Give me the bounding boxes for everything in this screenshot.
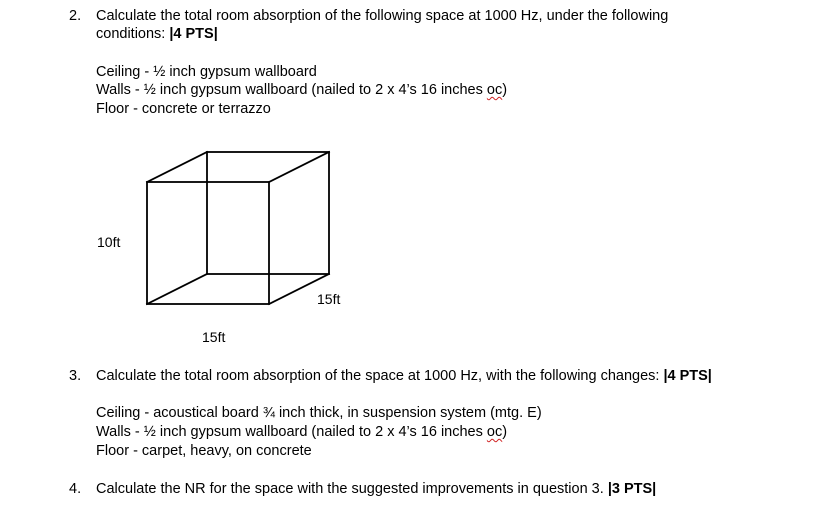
cube-back-face xyxy=(207,152,329,274)
question-2-prompt-line2 xyxy=(96,25,218,43)
question-3-prompt-text: Calculate the total room absorption of the space at 1000 Hz, with the following changes: xyxy=(96,368,664,384)
question-2-floor: Floor - concrete or terrazzo xyxy=(96,101,271,117)
question-2-ceiling: Ceiling - ½ inch gypsum wallboard xyxy=(96,64,317,80)
cube-front-face xyxy=(147,182,269,304)
question-4-number: 4. xyxy=(69,481,82,497)
cube-edge-top-right xyxy=(269,152,329,182)
question-3-walls-text: Walls - ½ inch gypsum wallboard (nailed to 2 x 4’s 16 inches xyxy=(96,424,487,440)
question-2-number: 2. xyxy=(69,8,82,24)
cube-edge-bottom-left xyxy=(147,274,207,304)
question-2-prompt-line1: Calculate the total room absorption of the following space at 1000 Hz, under the following xyxy=(96,8,669,24)
height-dimension-label: 10ft xyxy=(97,234,121,250)
question-2-points: |4 PTS| xyxy=(169,26,218,42)
question-2-walls-oc: oc xyxy=(486,82,503,98)
question-2-prompt-text: conditions: xyxy=(96,26,170,42)
question-4-points: |3 PTS| xyxy=(607,481,657,497)
question-2-walls-text: Walls - ½ inch gypsum wallboard (nailed to 2 x 4’s 16 inches xyxy=(96,82,487,98)
question-3-floor: Floor - carpet, heavy, on concrete xyxy=(96,443,312,459)
width-dimension-label: 15ft xyxy=(202,329,226,345)
question-3-number: 3. xyxy=(69,368,82,384)
question-3-points: |4 PTS| xyxy=(663,368,712,384)
question-4-prompt xyxy=(96,480,656,498)
question-3-ceiling: Ceiling - acoustical board ¾ inch thick, in suspension system (mtg. E) xyxy=(96,405,542,421)
question-4-prompt-text: Calculate the NR for the space with the suggested improvements in question 3. xyxy=(96,481,608,497)
question-3-walls-oc: oc xyxy=(486,424,503,440)
question-3-walls xyxy=(96,423,507,441)
question-2-walls xyxy=(96,81,507,99)
cube-edge-top-left xyxy=(147,152,207,182)
room-cube-diagram xyxy=(140,145,340,310)
question-3-walls-close: ) xyxy=(502,424,508,440)
depth-dimension-label: 15ft xyxy=(317,291,341,307)
question-3-prompt xyxy=(96,367,712,385)
question-2-walls-close: ) xyxy=(502,82,508,98)
